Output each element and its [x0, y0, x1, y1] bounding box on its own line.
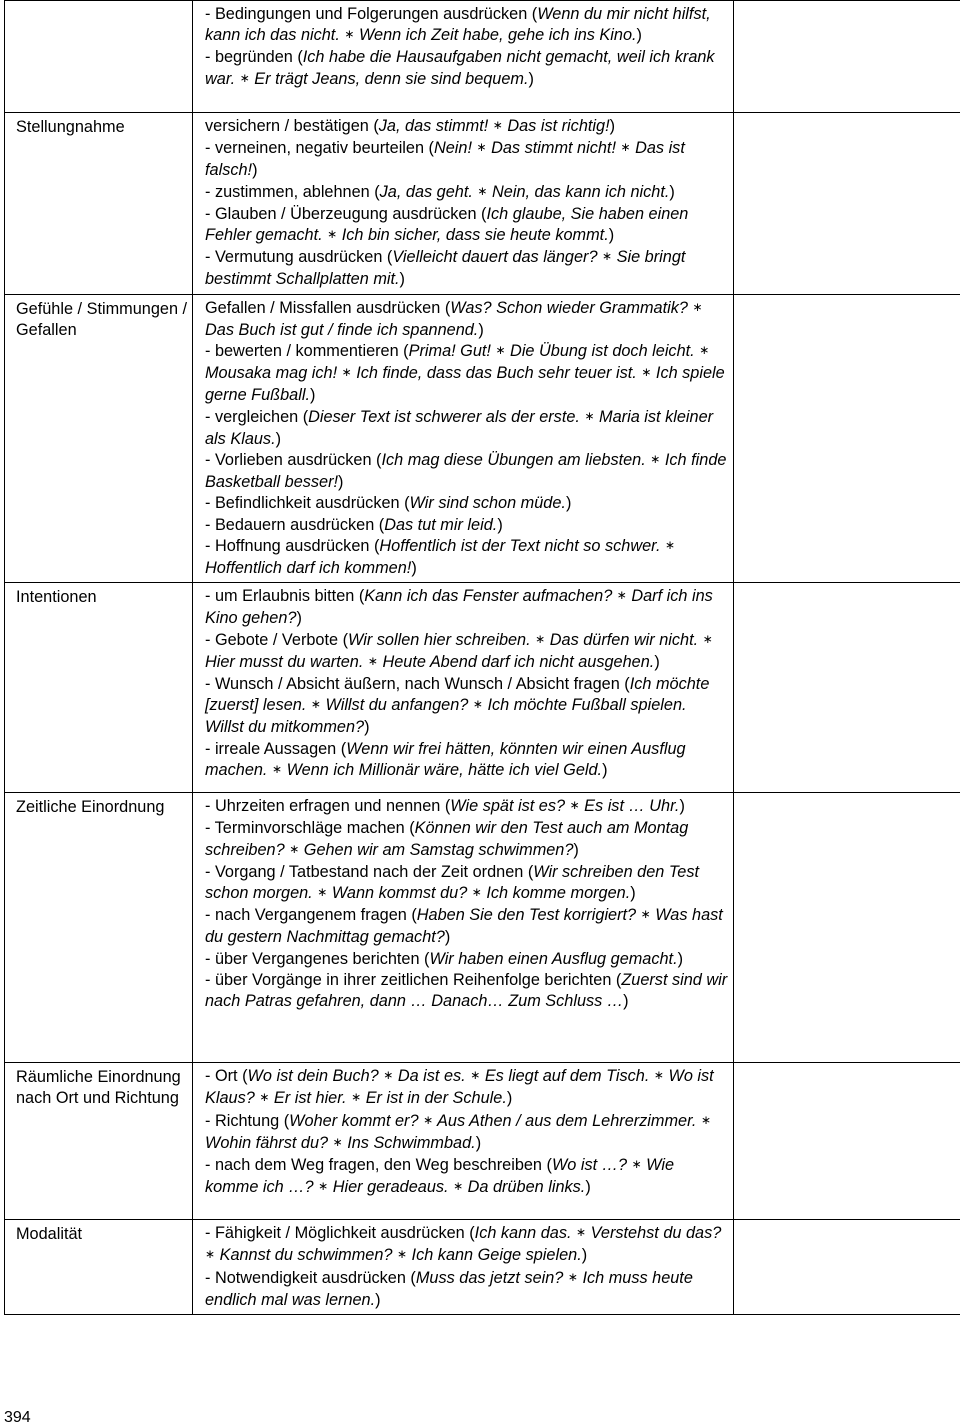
- example-text: Hoffentlich darf ich kommen!: [205, 559, 411, 577]
- entry-line: [205, 862, 729, 905]
- entry-line: [205, 1066, 729, 1110]
- entry-text: - Hoffnung ausdrücken (: [205, 537, 379, 555]
- page-number: 394: [4, 1408, 31, 1428]
- entry-text: - Ort (: [205, 1067, 248, 1085]
- entry-text: ): [497, 516, 502, 534]
- entry-text: ): [478, 321, 483, 339]
- example-text: Woher kommt er?: [289, 1112, 423, 1130]
- asterisk-icon: ∗: [383, 1068, 393, 1082]
- entry-line: [205, 247, 729, 290]
- empty-cell: [734, 793, 960, 1063]
- entry-text: ): [411, 559, 416, 577]
- entry-text: - Wunsch / Absicht äußern, nach Wunsch / Absicht fragen (: [205, 675, 630, 693]
- example-text: Vielleicht dauert das länger?: [392, 248, 602, 266]
- entry-line: [205, 1155, 729, 1199]
- entry-text: ): [445, 928, 450, 946]
- example-text: Hier geradeaus.: [328, 1178, 453, 1196]
- example-text: Maria ist kleiner als Klaus.: [205, 408, 713, 448]
- example-text: Wir sollen hier schreiben.: [348, 631, 535, 649]
- example-text: Dieser Text ist schwerer als der erste.: [308, 408, 584, 426]
- asterisk-icon: ∗: [701, 1113, 711, 1127]
- content-cell: [193, 1063, 734, 1220]
- empty-cell: [734, 1063, 960, 1220]
- entry-text: ): [296, 609, 301, 627]
- asterisk-icon: ∗: [617, 588, 627, 602]
- entry-line: [205, 493, 729, 514]
- category-cell: [5, 294, 193, 583]
- example-text: Es ist … Uhr.: [580, 797, 680, 815]
- entry-text: - Richtung (: [205, 1112, 289, 1130]
- example-text: Das tut mir leid.: [384, 516, 497, 534]
- example-text: Prima! Gut!: [409, 342, 496, 360]
- asterisk-icon: ∗: [654, 1068, 664, 1082]
- entry-text: ): [375, 1291, 380, 1309]
- example-text: Kann ich das Fenster aufmachen?: [364, 587, 617, 605]
- asterisk-icon: ∗: [641, 907, 651, 921]
- entry-text: ): [252, 161, 257, 179]
- entry-line: [205, 116, 729, 138]
- entry-text: ): [678, 950, 683, 968]
- entry-text: - Vermutung ausdrücken (: [205, 248, 392, 266]
- example-text: Er trägt Jeans, denn sie sind bequem.: [250, 70, 529, 88]
- example-text: Das ist falsch!: [205, 139, 685, 179]
- example-text: Es liegt auf dem Tisch.: [480, 1067, 654, 1085]
- asterisk-icon: ∗: [342, 365, 352, 379]
- asterisk-icon: ∗: [641, 365, 651, 379]
- example-text: Ich habe die Hausaufgaben nicht gemacht, weil ich krank war.: [205, 48, 715, 87]
- entry-text: - bewerten / kommentieren (: [205, 342, 409, 360]
- table-row: [5, 113, 960, 295]
- entry-text: - um Erlaubnis bitten (: [205, 587, 364, 605]
- entry-text: ): [338, 473, 343, 491]
- asterisk-icon: ∗: [311, 697, 321, 711]
- entry-text: - Befindlichkeit ausdrücken (: [205, 494, 410, 512]
- example-text: Wann kommst du?: [327, 884, 471, 902]
- asterisk-icon: ∗: [495, 343, 505, 357]
- example-text: Ja, das stimmt!: [379, 117, 493, 135]
- content-cell: [193, 1, 734, 113]
- asterisk-icon: ∗: [477, 184, 487, 198]
- asterisk-icon: ∗: [397, 1247, 407, 1261]
- entry-text: - Bedingungen und Folgerungen ausdrücken (: [205, 5, 537, 23]
- example-text: Heute Abend darf ich nicht ausgehen.: [378, 653, 654, 671]
- asterisk-icon: ∗: [584, 409, 594, 423]
- entry-line: [205, 450, 729, 493]
- asterisk-icon: ∗: [602, 249, 612, 263]
- entry-text: - nach Vergangenem fragen (: [205, 906, 417, 924]
- asterisk-icon: ∗: [632, 1157, 642, 1171]
- table-row: [5, 1, 960, 113]
- example-text: Da ist es.: [393, 1067, 470, 1085]
- example-text: Da drüben links.: [463, 1178, 585, 1196]
- example-text: Wir schreiben den Test schon morgen.: [205, 863, 699, 902]
- entry-text: Gefallen / Missfallen ausdrücken (: [205, 299, 450, 317]
- example-text: Ich mag diese Übungen am liebsten.: [381, 451, 650, 469]
- entry-text: ): [310, 386, 315, 404]
- example-text: Können wir den Test auch am Montag schreiben?: [205, 819, 688, 858]
- category-label: Intentionen: [16, 588, 97, 606]
- empty-cell: [734, 294, 960, 583]
- entry-line: [205, 204, 729, 247]
- example-text: Wenn ich Zeit habe, gehe ich ins Kino.: [354, 26, 636, 44]
- example-text: Hoffentlich ist der Text nicht so schwer.: [379, 537, 665, 555]
- entry-text: - Glauben / Überzeugung ausdrücken (: [205, 205, 486, 223]
- entry-line: [205, 1268, 729, 1311]
- example-text: Ich glaube, Sie haben einen Fehler gemacht.: [205, 205, 688, 244]
- content-cell: [193, 294, 734, 583]
- entry-text: ): [582, 1246, 587, 1264]
- entry-text: - verneinen, negativ beurteilen (: [205, 139, 434, 157]
- category-label: Gefühle / Stimmungen / Gefallen: [16, 300, 187, 339]
- entry-line: [205, 796, 729, 818]
- entry-line: [205, 536, 729, 579]
- table-body: [5, 1, 960, 1315]
- entry-text: - irreale Aussagen (: [205, 740, 346, 758]
- asterisk-icon: ∗: [317, 885, 327, 899]
- asterisk-icon: ∗: [568, 1270, 578, 1284]
- category-cell: [5, 793, 193, 1063]
- content-cell: [193, 583, 734, 793]
- entry-line: [205, 47, 729, 90]
- category-cell: [5, 1063, 193, 1220]
- example-text: Er ist in der Schule.: [361, 1089, 507, 1107]
- entry-text: - Notwendigkeit ausdrücken (: [205, 1269, 416, 1287]
- entry-text: - nach dem Weg fragen, den Weg beschreiben (: [205, 1156, 552, 1174]
- entry-line: [205, 630, 729, 674]
- entry-text: ): [679, 797, 684, 815]
- asterisk-icon: ∗: [289, 842, 299, 856]
- entry-line: [205, 341, 729, 407]
- entry-line: [205, 298, 729, 341]
- entry-text: ): [654, 653, 659, 671]
- asterisk-icon: ∗: [472, 885, 482, 899]
- example-text: Wohin fährst du?: [205, 1134, 333, 1152]
- entry-text: - Vorlieben ausdrücken (: [205, 451, 381, 469]
- entry-line: [205, 4, 729, 47]
- example-text: Mousaka mag ich!: [205, 364, 342, 382]
- category-label: Zeitliche Einordnung: [16, 798, 164, 816]
- asterisk-icon: ∗: [692, 300, 702, 314]
- example-text: Wenn du mir nicht hilfst, kann ich das nicht.: [205, 5, 711, 44]
- entry-text: ): [623, 992, 628, 1010]
- entry-text: - Gebote / Verbote (: [205, 631, 348, 649]
- example-text: Muss das jetzt sein?: [416, 1269, 568, 1287]
- example-text: Kannst du schwimmen?: [215, 1246, 397, 1264]
- entry-text: ): [602, 761, 607, 779]
- asterisk-icon: ∗: [699, 343, 709, 357]
- asterisk-icon: ∗: [368, 654, 378, 668]
- entry-text: ): [507, 1089, 512, 1107]
- content-cell: [193, 793, 734, 1063]
- example-text: Ich komme morgen.: [482, 884, 630, 902]
- example-text: Ins Schwimmbad.: [343, 1134, 476, 1152]
- content-table: [4, 0, 960, 1315]
- entry-line: [205, 1223, 729, 1267]
- entry-line: [205, 818, 729, 861]
- entry-line: [205, 407, 729, 450]
- asterisk-icon: ∗: [327, 227, 337, 241]
- entry-line: [205, 739, 729, 782]
- asterisk-icon: ∗: [470, 1068, 480, 1082]
- entry-text: - über Vergangenes berichten (: [205, 950, 429, 968]
- asterisk-icon: ∗: [576, 1225, 586, 1239]
- empty-cell: [734, 1220, 960, 1315]
- asterisk-icon: ∗: [205, 1247, 215, 1261]
- entry-text: - zustimmen, ablehnen (: [205, 183, 380, 201]
- example-text: Ich möchte [zuerst] lesen.: [205, 675, 709, 714]
- example-text: Ich spiele gerne Fußball.: [205, 364, 725, 404]
- example-text: Ich möchte Fußball spielen. Willst du mitkommen?: [205, 696, 687, 736]
- entry-line: [205, 970, 729, 1012]
- example-text: Die Übung ist doch leicht.: [506, 342, 700, 360]
- example-text: Wenn wir frei hätten, könnten wir einen Ausflug machen.: [205, 740, 686, 779]
- table-row: [5, 1220, 960, 1315]
- example-text: Nein!: [434, 139, 477, 157]
- category-cell: [5, 1220, 193, 1315]
- entry-text: ): [573, 841, 578, 859]
- entry-line: [205, 586, 729, 629]
- entry-line: [205, 138, 729, 181]
- entry-line: [205, 515, 729, 536]
- example-text: Was hast du gestern Nachmittag gemacht?: [205, 906, 723, 946]
- category-label: Stellungnahme: [16, 118, 125, 136]
- example-text: Zuerst sind wir nach Patras gefahren, dann … Danach… Zum Schluss …: [205, 971, 727, 1010]
- example-text: Ich finde, dass das Buch sehr teuer ist.: [352, 364, 642, 382]
- entry-text: ): [585, 1178, 590, 1196]
- example-text: Das Buch ist gut / finde ich spannend.: [205, 321, 478, 339]
- entry-text: ): [400, 270, 405, 288]
- entry-text: - Vorgang / Tatbestand nach der Zeit ordnen (: [205, 863, 533, 881]
- example-text: Ich finde Basketball besser!: [205, 451, 726, 491]
- content-cell: [193, 1220, 734, 1315]
- category-label: Räumliche Einordnung nach Ort und Richtung: [16, 1068, 181, 1107]
- table-row: [5, 793, 960, 1063]
- asterisk-icon: ∗: [665, 538, 675, 552]
- example-text: Was? Schon wieder Grammatik?: [450, 299, 692, 317]
- asterisk-icon: ∗: [351, 1090, 361, 1104]
- example-text: Haben Sie den Test korrigiert?: [417, 906, 641, 924]
- example-text: Er ist hier.: [269, 1089, 351, 1107]
- entry-text: ): [276, 430, 281, 448]
- entry-text: ): [669, 183, 674, 201]
- asterisk-icon: ∗: [272, 762, 282, 776]
- entry-text: ): [637, 26, 642, 44]
- asterisk-icon: ∗: [703, 632, 713, 646]
- entry-line: [205, 674, 729, 739]
- entry-text: ): [609, 226, 614, 244]
- entry-text: - Fähigkeit / Möglichkeit ausdrücken (: [205, 1224, 475, 1242]
- example-text: Sie bringt bestimmt Schallplatten mit.: [205, 248, 685, 288]
- entry-text: ): [630, 884, 635, 902]
- example-text: Nein, das kann ich nicht.: [487, 183, 669, 201]
- entry-text: ): [566, 494, 571, 512]
- example-text: Wenn ich Millionär wäre, hätte ich viel Geld.: [282, 761, 602, 779]
- example-text: Wie komme ich …?: [205, 1156, 674, 1196]
- example-text: Das dürfen wir nicht.: [545, 631, 702, 649]
- example-text: Hier musst du warten.: [205, 653, 368, 671]
- entry-text: ): [610, 117, 615, 135]
- asterisk-icon: ∗: [535, 632, 545, 646]
- category-cell: [5, 113, 193, 295]
- entry-text: - über Vorgänge in ihrer zeitlichen Reihenfolge berichten (: [205, 971, 621, 989]
- table-row: [5, 583, 960, 793]
- entry-text: ): [476, 1134, 481, 1152]
- asterisk-icon: ∗: [621, 140, 631, 154]
- entry-line: [205, 905, 729, 948]
- entry-text: - Uhrzeiten erfragen und nennen (: [205, 797, 450, 815]
- example-text: Aus Athen / aus dem Lehrerzimmer.: [433, 1112, 701, 1130]
- example-text: Verstehst du das?: [586, 1224, 721, 1242]
- entry-text: - Terminvorschläge machen (: [205, 819, 415, 837]
- asterisk-icon: ∗: [493, 118, 503, 132]
- example-text: Wir haben einen Ausflug gemacht.: [429, 950, 677, 968]
- asterisk-icon: ∗: [473, 697, 483, 711]
- empty-cell: [734, 113, 960, 295]
- example-text: Wo ist …?: [552, 1156, 632, 1174]
- example-text: Ich bin sicher, dass sie heute kommt.: [337, 226, 608, 244]
- example-text: Wo ist Klaus?: [205, 1067, 714, 1107]
- entry-line: [205, 949, 729, 970]
- example-text: Gehen wir am Samstag schwimmen?: [299, 841, 573, 859]
- content-cell: [193, 113, 734, 295]
- example-text: Wie spät ist es?: [450, 797, 569, 815]
- example-text: Wo ist dein Buch?: [248, 1067, 384, 1085]
- asterisk-icon: ∗: [318, 1179, 328, 1193]
- entry-text: - Bedauern ausdrücken (: [205, 516, 384, 534]
- example-text: Das stimmt nicht!: [487, 139, 621, 157]
- table-row: [5, 1063, 960, 1220]
- example-text: Das ist richtig!: [503, 117, 610, 135]
- asterisk-icon: ∗: [477, 140, 487, 154]
- asterisk-icon: ∗: [570, 798, 580, 812]
- example-text: Ich kann das.: [475, 1224, 576, 1242]
- category-cell: [5, 1, 193, 113]
- asterisk-icon: ∗: [333, 1135, 343, 1149]
- table-row: [5, 294, 960, 583]
- asterisk-icon: ∗: [453, 1179, 463, 1193]
- entry-text: ): [529, 70, 534, 88]
- asterisk-icon: ∗: [259, 1090, 269, 1104]
- entry-text: versichern / bestätigen (: [205, 117, 379, 135]
- empty-cell: [734, 583, 960, 793]
- example-text: Wir sind schon müde.: [410, 494, 566, 512]
- entry-text: - vergleichen (: [205, 408, 308, 426]
- example-text: Ich muss heute endlich mal was lernen.: [205, 1269, 693, 1309]
- entry-line: [205, 1111, 729, 1155]
- entry-text: - begründen (: [205, 48, 303, 66]
- example-text: Ja, das geht.: [380, 183, 478, 201]
- example-text: Willst du anfangen?: [321, 696, 473, 714]
- category-label: Modalität: [16, 1225, 82, 1243]
- asterisk-icon: ∗: [240, 71, 250, 85]
- asterisk-icon: ∗: [344, 27, 354, 41]
- asterisk-icon: ∗: [650, 452, 660, 466]
- example-text: Darf ich ins Kino gehen?: [205, 587, 713, 627]
- category-cell: [5, 583, 193, 793]
- example-text: Ich kann Geige spielen.: [407, 1246, 582, 1264]
- entry-text: ): [364, 718, 369, 736]
- asterisk-icon: ∗: [423, 1113, 433, 1127]
- entry-line: [205, 182, 729, 204]
- empty-cell: [734, 1, 960, 113]
